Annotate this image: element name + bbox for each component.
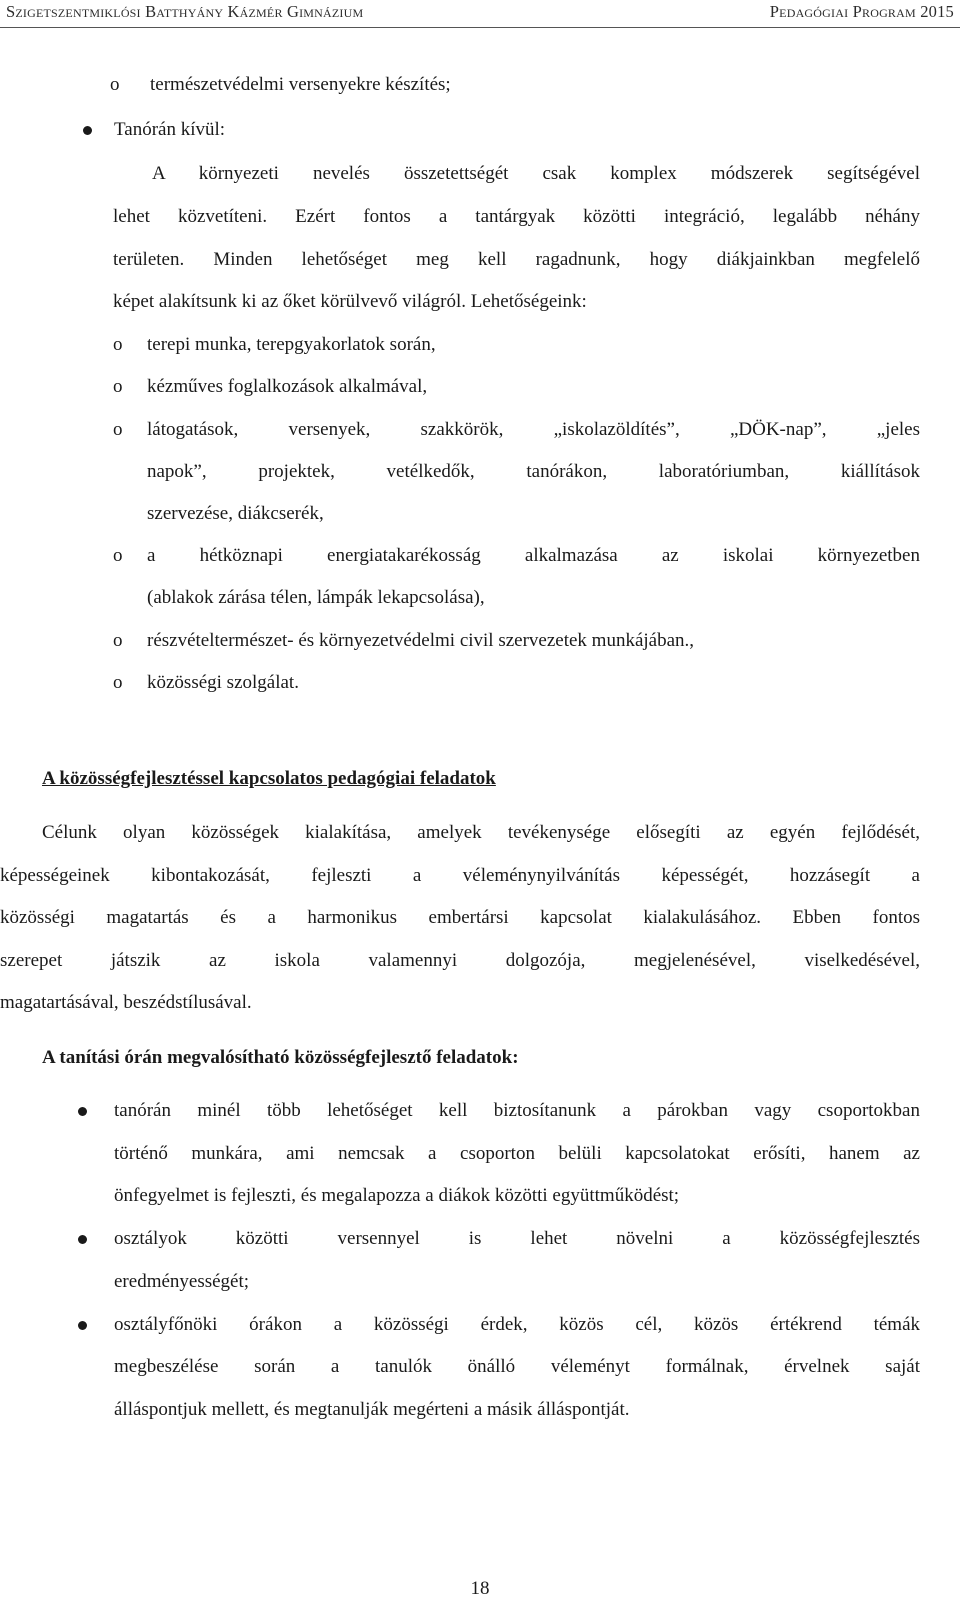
- list-marker: o: [113, 334, 123, 355]
- list-item: tanórán minél több lehetőséget kell biztosítanunk a párokban vagy csoportokban: [114, 1100, 920, 1121]
- paragraph-line: magatartásával, beszédstílusával.: [0, 992, 252, 1013]
- list-marker: o: [113, 545, 123, 566]
- paragraph-line: közösségi magatartás és a harmonikus embertársi kapcsolat kialakulásához. Ebben fontos: [0, 907, 920, 928]
- bullet-marker: [78, 1107, 87, 1116]
- paragraph-line: A környezeti nevelés összetettségét csak komplex módszerek segítségével: [152, 163, 920, 184]
- list-item-cont: történő munkára, ami nemcsak a csoporton belüli kapcsolatokat erősíti, hanem az: [114, 1143, 920, 1164]
- school-name: Szigetszentmiklósi Batthyány Kázmér Gimnázium: [6, 2, 364, 21]
- list-item-cont: (ablakok zárása télen, lámpák lekapcsolása),: [147, 587, 485, 608]
- page-header: [0, 0, 960, 26]
- bullet-marker: [78, 1235, 87, 1244]
- list-item-cont: önfegyelmet is fejleszti, és megalapozza a diákok közötti együttműködést;: [114, 1185, 680, 1206]
- list-item: természetvédelmi versenyekre készítés;: [150, 74, 451, 95]
- bullet-marker: [78, 1321, 87, 1330]
- list-item: osztályfőnöki órákon a közösségi érdek, közös cél, közös értékrend témák: [114, 1314, 920, 1335]
- header-rule: [0, 27, 960, 28]
- list-item: a hétköznapi energiatakarékosság alkalmazása az iskolai környezetben: [147, 545, 920, 566]
- list-item: látogatások, versenyek, szakkörök, „iskolazöldítés”, „DÖK-nap”, „jeles: [147, 419, 920, 440]
- list-marker: o: [110, 74, 120, 95]
- page-number: 18: [470, 1578, 490, 1599]
- list-item-cont: eredményességét;: [114, 1271, 250, 1292]
- paragraph-line: területen. Minden lehetőséget meg kell ragadnunk, hogy diákjainkban megfelelő: [113, 249, 920, 270]
- paragraph-line: lehet közvetíteni. Ezért fontos a tantárgyak közötti integráció, legalább néhány: [113, 206, 920, 227]
- document-title: Pedagógiai Program 2015: [769, 2, 954, 21]
- list-item: közösségi szolgálat.: [147, 672, 299, 693]
- list-item-cont: megbeszélése során a tanulók önálló véleményt formálnak, érvelnek saját: [114, 1356, 920, 1377]
- list-marker: o: [113, 419, 123, 440]
- list-item: kézműves foglalkozások alkalmával,: [147, 376, 428, 397]
- section-heading: A közösségfejlesztéssel kapcsolatos pedagógiai feladatok: [42, 768, 496, 789]
- section-heading: A tanítási órán megvalósítható közösségfejlesztő feladatok:: [42, 1047, 519, 1068]
- list-item: osztályok közötti versennyel is lehet növelni a közösségfejlesztés: [114, 1228, 920, 1249]
- list-marker: o: [113, 376, 123, 397]
- list-item: terepi munka, terepgyakorlatok során,: [147, 334, 436, 355]
- list-item-cont: álláspontjuk mellett, és megtanulják megérteni a másik álláspontját.: [114, 1399, 630, 1420]
- paragraph-line: szerepet játszik az iskola valamennyi dolgozója, megjelenésével, viselkedésével,: [0, 950, 920, 971]
- list-item: Tanórán kívül:: [114, 119, 226, 140]
- bullet-marker: [83, 126, 92, 135]
- list-item-cont: szervezése, diákcserék,: [147, 503, 324, 524]
- list-item: részvételtermészet- és környezetvédelmi civil szervezetek munkájában.,: [147, 630, 695, 651]
- list-marker: o: [113, 630, 123, 651]
- list-item-cont: napok”, projektek, vetélkedők, tanórákon, laboratóriumban, kiállítások: [147, 461, 920, 482]
- paragraph-line: Célunk olyan közösségek kialakítása, amelyek tevékenysége elősegíti az egyén fejlődését,: [42, 822, 920, 843]
- paragraph-line: képet alakítsunk ki az őket körülvevő világról. Lehetőségeink:: [113, 291, 587, 312]
- list-marker: o: [113, 672, 123, 693]
- paragraph-line: képességeinek kibontakozását, fejleszti a véleménynyilvánítás képességét, hozzásegít a: [0, 865, 920, 886]
